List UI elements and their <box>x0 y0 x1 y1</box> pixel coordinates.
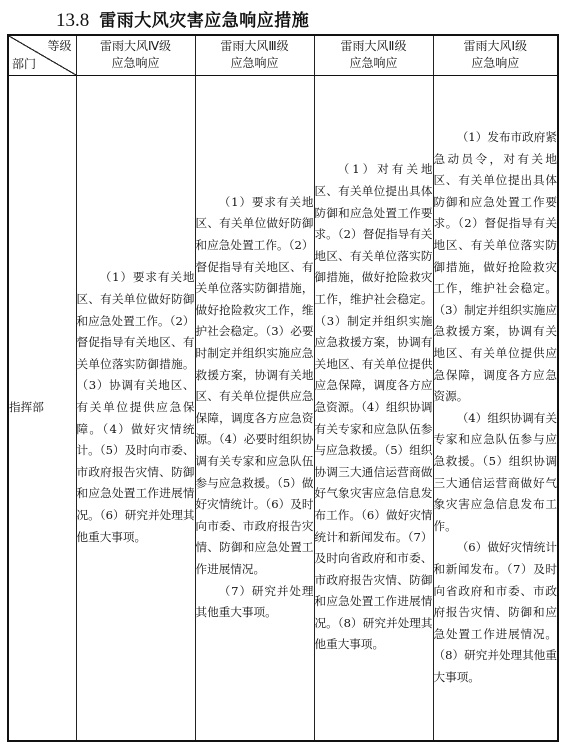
level-header-iii <box>195 35 314 75</box>
department-cell: 指挥部 <box>8 75 76 741</box>
measures-text <box>434 127 558 688</box>
level-header-line: 雷雨大风Ⅱ级 <box>340 39 407 54</box>
measures-paragraph: （7）研究并处理其他重大事项。 <box>195 583 314 620</box>
section-number: 13.8 <box>56 10 90 31</box>
corner-header-cell <box>8 35 76 75</box>
level-ii-measures-cell <box>314 75 433 741</box>
measures-paragraph: （1）要求有关地区、有关单位做好防御和应急处置工作。（2）督促指导有关地区、有关单位落实防御措施，做好抢险救灾工作，维护社会稳定。（3）必要时制定并组织实施应急救援方案，协调有关地区、有关单位提供应急保障，调度各方应急资源。（4）必要时组织协调有关专家和应急队伍参与应急救援。（5）做好灾情统计。（6）及时向市委、市政府报告灾情、防御和应急处置工作进展情况。 <box>195 194 314 576</box>
measures-paragraph: （4）组织协调有关专家和应急队伍参与应急救援。（5）组织协调三大通信运营商做好气象灾害应急信息发布工作。 <box>433 410 557 533</box>
measures-paragraph: （6）做好灾情统计和新闻发布。（7）及时向省政府和市委、市政府报告灾情、防御和应急处置工作进展情况。（8）研究并处理其他重大事项。 <box>433 540 557 684</box>
measures-paragraph: （1）要求有关地区、有关单位做好防御和应急处置工作。（2）督促指导有关地区、有关单位落实防御措施。（3）协调有关地区、有关单位提供应急保障。（4）做好灾情统计。（5）及时向市委、市政府报告灾情、防御和应急处置工作进展情况。（6）研究并处理其他重大事项。 <box>76 270 195 544</box>
level-header-i <box>433 35 558 75</box>
measures-text <box>77 267 195 548</box>
emergency-response-table <box>7 34 559 742</box>
level-header-iv <box>76 35 195 75</box>
measures-text <box>196 192 314 624</box>
level-header-line: 应急响应 <box>230 56 279 71</box>
section-title: 雷雨大风灾害应急响应措施 <box>99 11 310 31</box>
corner-level-label: 等级 <box>47 39 72 53</box>
level-header-line: 雷雨大风Ⅰ级 <box>463 39 528 54</box>
table-row <box>8 75 558 741</box>
table-header-row <box>8 35 558 75</box>
corner-department-label: 部门 <box>12 56 37 71</box>
level-iv-measures-cell <box>76 75 195 741</box>
level-header-line: 雷雨大风Ⅳ级 <box>99 39 172 54</box>
level-i-measures-cell <box>433 75 558 741</box>
measures-paragraph: （1）对有关地区、有关单位提出具体防御和应急处置工作要求。（2）督促指导有关地区、有关单位落实防御措施，做好抢险救灾工作，维护社会稳定。（3）制定并组织实施应急救援方案，协调有关地区、有关单位提供应急保障，调度各方应急资源。（4）组织协调有关专家和应急队伍参与应急救援。（5）组织协调三大通信运营商做好气象灾害应急信息发布工作。（6）做好灾情统计和新闻发布。（7）及时向省政府和市委、市政府报告灾情、防御和应急处置工作进展情况。（8）研究并处理其他重大事项。 <box>314 162 433 652</box>
level-header-line: 应急响应 <box>349 56 398 71</box>
section-heading <box>56 6 309 32</box>
level-header-line: 应急响应 <box>111 56 160 71</box>
measures-paragraph: （1）发布市政府紧急动员令，对有关地区、有关单位提出具体防御和应急处置工作要求。（2）督促指导有关地区、有关单位落实防御措施，做好抢险救灾工作，维护社会稳定。（3）制定并组织实施应急救援方案，协调有关地区、有关单位提供应急保障，调度各方应急资源。 <box>433 130 557 404</box>
measures-text <box>315 159 433 656</box>
level-header-line: 雷雨大风Ⅲ级 <box>220 39 289 54</box>
level-iii-measures-cell <box>195 75 314 741</box>
level-header-ii <box>314 35 433 75</box>
level-header-line: 应急响应 <box>471 56 520 71</box>
